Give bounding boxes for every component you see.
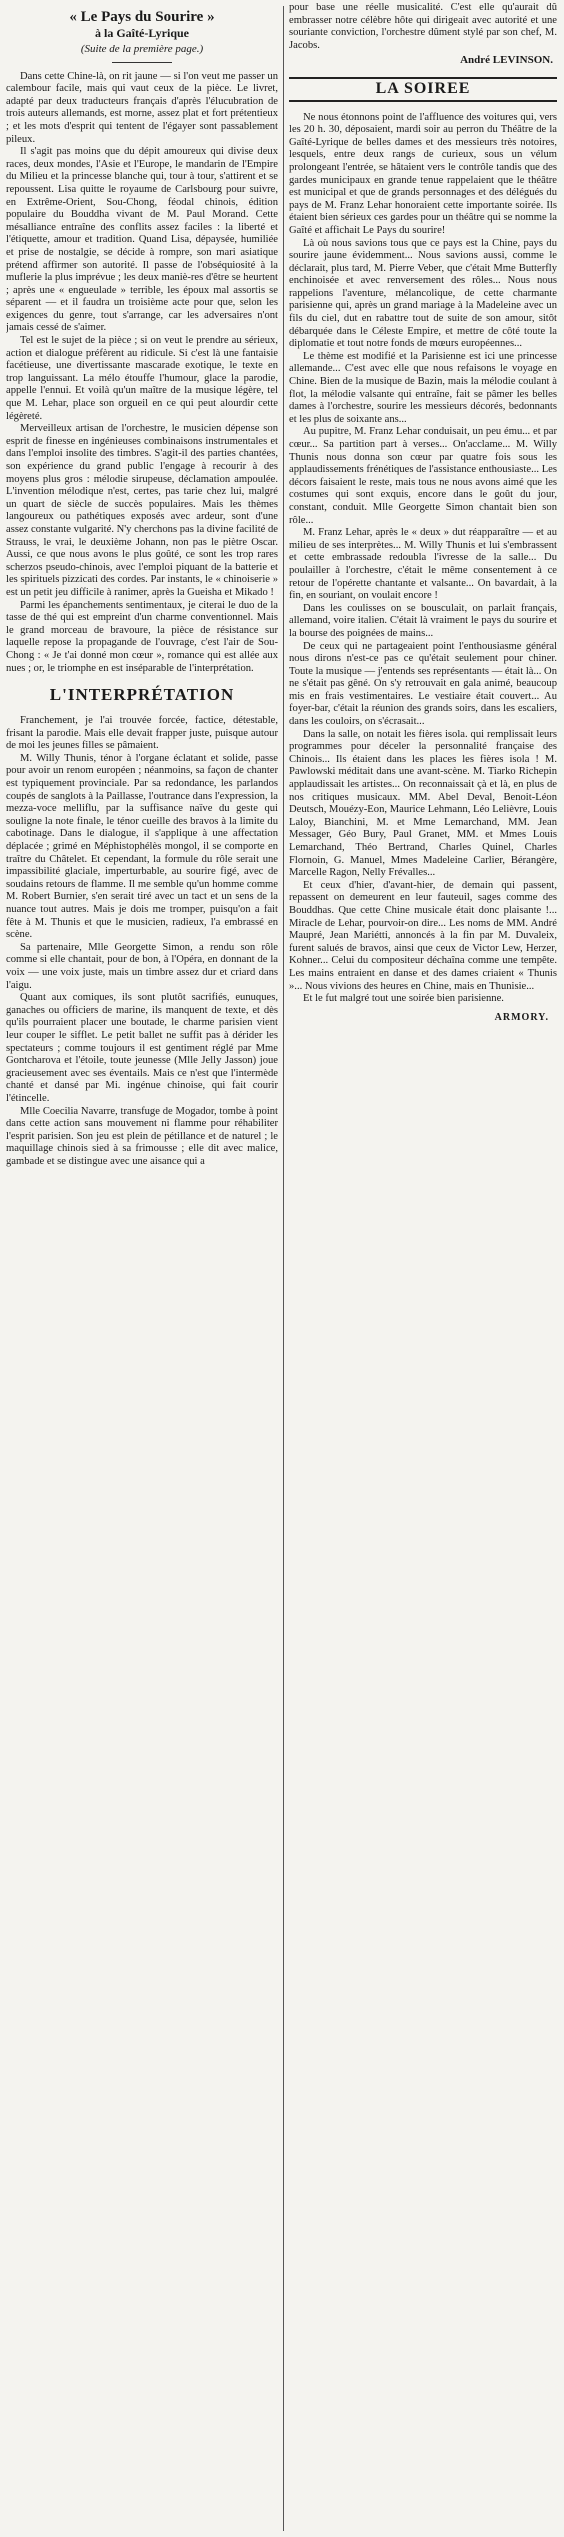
divider: [112, 62, 172, 63]
paragraph: Tel est le sujet de la pièce ; si on veut le prendre au sérieux, action et dialogue préfèrent au ridicule. Si c'est là une fantaisie facétieuse, une divertissante mascarade exotique, le texte en trop languissant. La mélo étouffe l'humour, glace la parodie, appelle l'ennui. Et voilà qu'un maître de la musique légère, tel que M. Lehar, place son orgueil en ce qui peut alourdir cette légèreté.: [6, 335, 278, 422]
section-heading-soiree: LA SOIREE: [289, 77, 557, 102]
paragraph: De ceux qui ne partageaient point l'enthousiasme général nous dirons n'est-ce pas ce qu'était seulement pour chiner. Toute la musique — j'entends ses représentants — était là... On ne s'était pas gêné. On s'y retrouvait en gala animé, beaucoup mis en frais vestimentaires. Le vestiaire était couvert... Au foyer-bar, c'était la réunion des grands soirs, dans les escaliers, dans les couloirs, on s'écrasait...: [289, 640, 557, 728]
paragraph: Sa partenaire, Mlle Georgette Simon, a rendu son rôle comme si elle chantait, pour de bon, à l'Opéra, en donnant de la voix — une voix juste, mais un timbre assez dur et criard dans l'aigu.: [6, 941, 278, 991]
review-subtitle: à la Gaîté-Lyrique: [95, 26, 189, 40]
continuation-note: (Suite de la première page.): [80, 43, 204, 55]
paragraph: Ne nous étonnons point de l'affluence des voitures qui, vers les 20 h. 30, déposaient, mardi soir au perron du Théâtre de la Gaîté-Lyrique de belles dames et des messieurs très notoires, lesquels, entre deux rangs de curieux, sous un vélum prolongeant l'entrée, se hâtaient vers le contrôle tandis que des gardes municipaux en grande tenue rappelaient que le théâtre est municipal et que de grands personnages et des délégués du pays de M. Franz Lehar honoraient cette importante soirée. Ils étaient bien sérieux ces gardes pour un théâtre qui se nomme la Gaîté et affichait Le Pays du sourire!: [289, 111, 557, 236]
paragraph: Il s'agit pas moins que du dépit amoureux qui divise deux races, deux mondes, l'Asie et l'Europe, le mandarin de l'Empire du Milieu et la princesse blanche qui, tour à tour, s'attirent et se repoussent. Lisa quitte le royaume de Carlsbourg pour suivre, en Extrême-Orient, Sou-Chong, féodal chinois, édition populaire du Bouddha vivant de M. Paul Morand. Cette mésalliance entraîne des conflits assez faciles : la liberté et l'étiquette, amour et tradition. Quand Lisa, dépaysée, humiliée et prise de nostalgie, se décide à rompre, son mari asiatique prétend affirmer son autorité. Il passe de l'obséquiosité à la muflerie la plus imprévue ; les deux maniè-res d'être se heurtent ; après une « engueulade » terrible, les époux mal assortis se séparent — et il faudra un troisième acte pour que, selon les exigences du genre, tout s'arrange, car les adversaires n'ont jamais cessé de s'aimer.: [6, 146, 278, 334]
review-title: « Le Pays du Sourire »: [69, 9, 215, 25]
paragraph: Mlle Coecilia Navarre, transfuge de Mogador, tombe à point dans cette action sans mouvement ni flamme pour réhabiliter l'esprit parisien. Son jeu est plein de pétillance et de naturel ; le maquillage chinois sied à sa frimousse ; elle dit avec malice, gambade et se distingue avec une aisance qui a: [6, 1105, 278, 1167]
section-heading-interpretation: L'INTERPRÉTATION: [49, 685, 235, 705]
right-column: [289, 2, 557, 2532]
paragraph: Au pupitre, M. Franz Lehar conduisait, un peu ému... et par cœur... Sa partition part à verses... On'acclame... M. Willy Thunis nous donna son cœur par quatre fois sous les applaudissements frénétiques de l'assistance enthousiaste... Les décors faisaient le reste, mais tous ne nous avons aimé que les costumes qui sont exquis, encore dans le goût du jour, constant, conduit. Mlle Georgette Simon chantait bien son rôle...: [289, 426, 557, 526]
paragraph: Dans cette Chine-là, on rit jaune — si l'on veut me passer un calembour facile, mais qui vaut ceux de la pièce. Le livret, adapté par deux traducteurs français d'après l'élucubration de trois auteurs allemands, est morne, assez plat et fort prétentieux ; et les mots d'esprit qui tentent de l'égayer sont passablement pileux.: [6, 70, 278, 145]
column-rule: [283, 6, 284, 2531]
paragraph: Le thème est modifié et la Parisienne est ici une princesse allemande... C'est avec elle que nous refaisons le voyage en Chine. Bien de la musique de Bazin, mais la mélodie coulant à flot, la mélodie valsante qui entraîne, fait se pâmer les belles dames à l'orchestre, sourire les messieurs décorés, bedonnants et les plus de soixante ans...: [289, 350, 557, 425]
soiree-signature: ARMORY.: [494, 1011, 549, 1023]
paragraph: Dans la salle, on notait les fières isola. qui remplissait leurs programmes pour déceler la personnalité française des Chinois... Ils étaient dans les places les fières isola ! M. Pawlowski méditait dans une avant-scène. M. Tiarko Richepin applaudissait les artistes... On reconnaissait çà et là, en plus de nos critiques musicaux. MM. Abel Deval, Benoit-Léon Deutsch, Mouézy-Eon, Maurice Lehmann, Léo Lelièvre, Louis Laloy, Bianchini, M. et Mme Lemarchand, MM. Jean Messager, Géo Bury, Paul Granet, MM. et Mmes Louis Lemarchand, Théo Bertrand, Charles Quinel, Charles Flornoin, G. Manuel, Mmes Madeleine Carlier, Bérangère, Marcelle Ragon, Nelly Frévalles...: [289, 728, 557, 879]
paragraph: Et le fut malgré tout une soirée bien parisienne.: [303, 993, 504, 1005]
continued-paragraph: pour base une réelle musicalité. C'est elle qu'aurait dû embrasser notre célèbre hôte qui dirigeait avec autorité et une souriante conviction, l'orchestre dûment stylé par son chef, M. Jacobs.: [289, 2, 557, 51]
paragraph: M. Franz Lehar, après le « deux » dut réapparaître — et au milieu de ses interprètes... M. Willy Thunis et lui s'embrassent et cette embrassade redoubla l'ivresse de la salle... Du poulailler à l'orchestre, c'était le même consentement à ce retour de l'opérette chantante et valsante... On bavardait, à la fin, en souriant, on voulait encore !: [289, 527, 557, 602]
paragraph: Quant aux comiques, ils sont plutôt sacrifiés, eunuques, ganaches ou officiers de marine, ils manquent de texte, et dès qu'ils pourraient placer une boutade, le charme parisien vient leur couper le sifflet. Le petit ballet ne suffit pas à dérider les spectateurs ; comme toujours il est gentiment réglé par Mme Gontcharova et l'étoile, toute jeunesse (Mlle Jelly Jasson) joue gracieusement avec ses éventails. Mais ce n'est que l'intermède chanté et dansé par Mi. ingénue chinoise, qui fait courir l'étincelle.: [6, 992, 278, 1104]
paragraph: Dans les coulisses on se bousculait, on parlait français, allemand, voire italien. C'était là vraiment le pays du sourire et la bourse des poignées de mains...: [289, 602, 557, 639]
paragraph: Merveilleux artisan de l'orchestre, le musicien dépense son esprit de finesse en ingénieuses combinaisons instrumentales et dans l'emploi insolite des timbres. S'agit-il des parties chantées, son expérience du grand public l'engage à recourir à des moyens plus gros : mélodie sirupeuse, déclamation ampoulée. L'invention mélodique n'est, certes, pas tarie chez lui, malgré un quart de siècle de succès populaires. Mais les thèmes langoureux ou pathétiques exposés avec ardeur, sont d'une assez constante vulgarité. N'y cherchons pas la divine facilité de Strauss, le vrai, le deuxième Johann, non pas le piètre Oscar. Aussi, ce que nous avons le plus goûté, ce sont les trop rares scherzos pseudo-chinois, avec l'emploi piquant de la batterie et les spirituels pizzicati des cordes. Par instants, le « chinoiserie » est un petit jeu difficile à ranimer, après la Gueisha et Mikado !: [6, 423, 278, 598]
paragraph: Parmi les épanchements sentimentaux, je citerai le duo de la tasse de thé qui est empreint d'un charme conventionnel. Mais le grand morceau de bravoure, la pièce de résistance sur laquelle repose la propagande de l'ouvrage, c'est l'air de Sou-Chong : « Je t'ai donné mon cœur », romance qui est allée aux nues ; or, le triomphe en est inséparable de l'interprétation.: [6, 599, 278, 674]
paragraph: Et ceux d'hier, d'avant-hier, de demain qui passent, repassent on demeurent en leur fauteuil, sages comme des Bouddhas. Que cette Chine musicale était donc plaisante !... Miracle de Lehar, pourvoir-on dire... Les noms de MM. André Maupré, Jean Mariétti, annoncés à la fin par M. Duvaleix, furent salués de bravos, ainsi que ceux de Victor Lew, Herzer, Kohner... Celui du compositeur déchaîna comme une tempête. Les mains entraient en danse et des dames criaient « Thunis »... Nous vivions des heures en Chine, mais en Thunisie...: [289, 879, 557, 992]
left-column: [6, 2, 278, 2532]
paragraph: Là où nous savions tous que ce pays est la Chine, pays du sourire jaune évidemment... Nous savions aussi, comme le déclarait, plus tard, M. Pierre Veber, que c'était Mme Butterfly enchinoisée et avec renversement des rôles... Nous nous rappelions l'aventure, mélancolique, de cette charmante parisienne qui, après un grand mariage à la Madeleine avec un fils du ciel, dut en rabattre tout de suite de son amour, sitôt débarquée dans le Céleste Empire, et mettre de côté toute la diplomatie et tout notre fonds de mœurs européennes...: [289, 237, 557, 350]
author-signature: André LEVINSON.: [460, 54, 553, 67]
paragraph: M. Willy Thunis, ténor à l'organe éclatant et solide, passe pour avoir un renom européen ; néanmoins, sa façon de chanter est typiquement provinciale. Par sa redondance, les parlandos coupés de sanglots à la Paillasse, l'outrance dans l'expression, la mezza-voce melliflu, par la suffisance naïve du geste qui souligne la note finale, le ténor cueille des bravos à la limite du cabotinage. Dans le dialogue, il s'applique à une affectation déplacée ; grimé en Méphistophélès mongol, il se comporte en traître du Châtelet. Et cependant, la formule du rôle serait une impassibilité glaciale, imperturbable, au sourire figé, avec de soudains retours de flamme. Il me semble qu'un homme comme M. Robert Burnier, s'en serait tiré avec un tact et un sens de la nuance tout autres. Mais je dois me tromper, puisqu'on a fait fête à M. Thunis et que le musicien, radieux, l'a embrassé en scène.: [6, 752, 278, 941]
paragraph: Franchement, je l'ai trouvée forcée, factice, détestable, frisant la parodie. Mais elle devait frapper juste, puisque autour de moi les jeunes filles se pâmaient.: [6, 715, 278, 752]
